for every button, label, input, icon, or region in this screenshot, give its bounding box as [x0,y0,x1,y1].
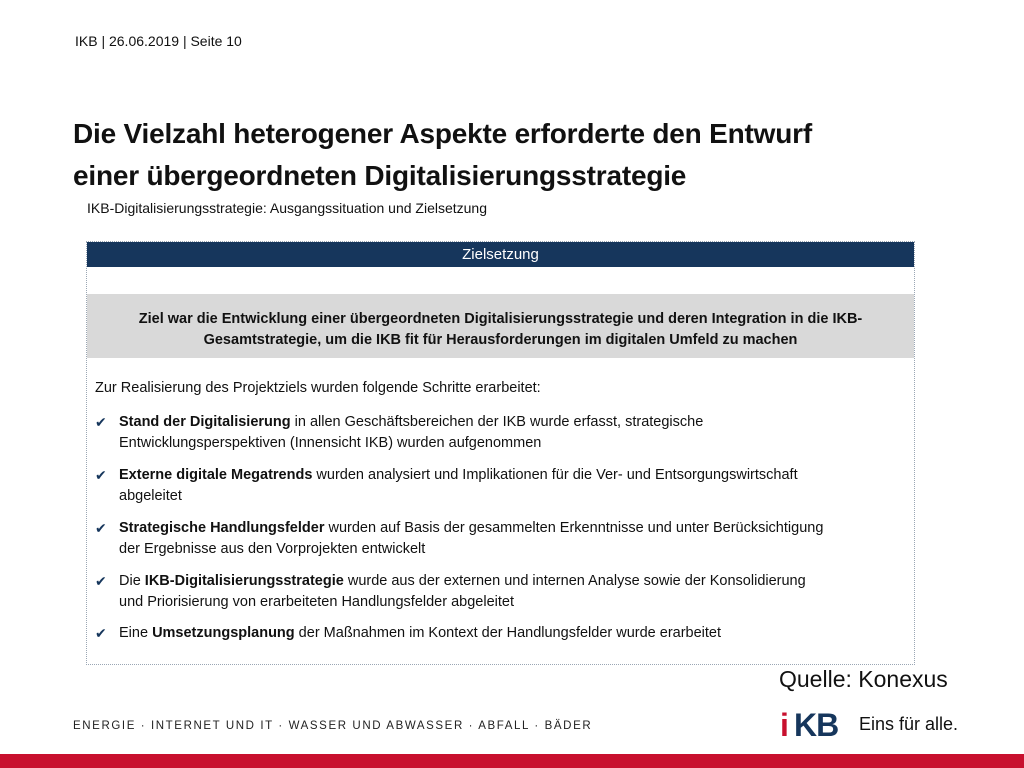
step-line-2: der Ergebnisse aus den Vorprojekten entwickelt [119,541,426,557]
checkmark-icon: ✔ [95,520,107,536]
objective-panel: Zielsetzung Ziel war die Entwicklung einer übergeordneten Digitalisierungsstrategie und deren Integration in die IKB- Gesamtstrategie, um die IKB fit für Herausforderungen im digitalen Umfeld zu machen Zur Realisierung des Projektziels wurden folgende Schritte erarbeitet: ✔ Stand der Digitalisierung in allen Geschäftsbereichen der IKB wurde erfasst, strategische Entwicklungsperspektiven (Innensicht IKB) wurden aufgenommen ✔ Externe digitale Megatrends wurden analysiert und Implikationen für die Ver- und Entsorgungswirtschaft abgeleitet ✔ Strategische Handlungsfelder wurden auf Basis der gesammelten Erkenntnisse und unter Berücksichtigung der Ergebnisse aus den Vorprojekten entwickelt ✔ Die IKB-Digitalisierungsstrategie wurde aus der externen und internen Analyse sowie der Konsolidierung und Priorisierung von erarbeiteten Handlungsfelder abgeleitet ✔ Eine Umsetzungsplanung der Maßnahmen im Kontext der Handlungsfelder wurde erarbeitet [86,241,915,665]
goal-line-1: Ziel war die Entwicklung einer übergeordneten Digitalisierungsstrategie und deren Integration in die IKB- [138,311,863,327]
step-keyword: IKB-Digitalisierungsstrategie [144,573,344,589]
logo-claim: Eins für alle. [859,714,959,734]
panel-header: Zielsetzung [87,242,914,267]
slide-header: IKB | 26.06.2019 | Seite 10 [75,33,242,49]
slide-title-line-2: einer übergeordneten Digitalisierungsstrategie [73,160,687,191]
source-label: Quelle: Konexus [779,666,948,692]
bottom-accent-bar [0,754,1024,768]
checkmark-icon: ✔ [95,414,107,430]
goal-line-2: Gesamtstrategie, um die IKB fit für Herausforderungen im digitalen Umfeld zu machen [203,332,798,348]
checkmark-icon: ✔ [95,573,107,589]
slide-title [73,113,953,197]
footer-tagline: ENERGIE · INTERNET UND IT · WASSER UND ABWASSER · ABFALL · BÄDER [73,720,593,732]
step-keyword: Externe digitale Megatrends [119,467,313,483]
step-keyword: Umsetzungsplanung [152,625,295,641]
checkmark-icon: ✔ [95,625,107,641]
steps-intro: Zur Realisierung des Projektziels wurden folgende Schritte erarbeitet: [95,380,541,396]
step-keyword: Strategische Handlungsfelder [119,520,325,536]
logo-i-glyph: i [780,707,789,743]
slide-subtitle: IKB-Digitalisierungsstrategie: Ausgangssituation und Zielsetzung [87,200,488,216]
checkmark-icon: ✔ [95,467,107,483]
step-line-2: abgeleitet [119,488,182,504]
goal-box [87,294,914,358]
logo-kb-glyph: KB [794,707,839,743]
step-line-2: Entwicklungsperspektiven (Innensicht IKB) wurden aufgenommen [119,435,542,451]
step-keyword: Stand der Digitalisierung [119,414,291,430]
slide-title-line-1: Die Vielzahl heterogener Aspekte erforderte den Entwurf [73,118,812,149]
step-line-2: und Priorisierung von erarbeiteten Handlungsfelder abgeleitet [119,594,514,610]
